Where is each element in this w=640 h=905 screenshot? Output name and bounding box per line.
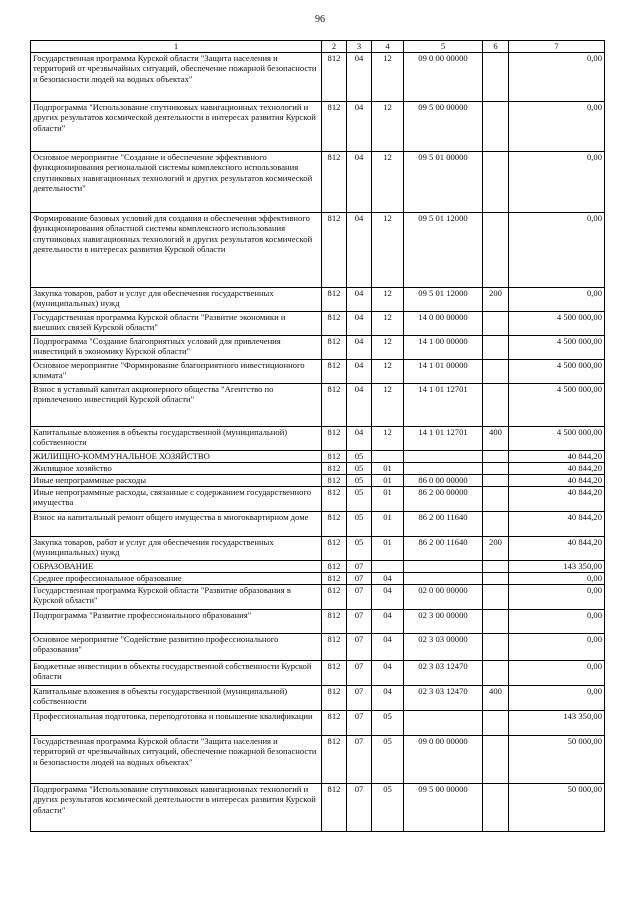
row-expense-type-cell xyxy=(483,585,509,610)
row-section-cell: 04 xyxy=(347,102,372,152)
header-cell: 7 xyxy=(509,41,605,53)
row-name-cell: Подпрограмма "Использование спутниковых навигационных технологий и других результатов космической деятельности в интересах развития Курской области" xyxy=(31,784,322,832)
row-expense-type-cell xyxy=(483,711,509,736)
row-subsection-cell: 12 xyxy=(372,288,404,312)
row-code-cell: 812 xyxy=(322,360,347,384)
row-subsection-cell: 04 xyxy=(372,610,404,634)
row-subsection-cell: 12 xyxy=(372,53,404,102)
row-code-cell: 812 xyxy=(322,573,347,585)
row-amount-cell: 40 844,20 xyxy=(509,512,605,537)
row-amount-cell: 4 500 000,00 xyxy=(509,336,605,360)
row-expense-type-cell xyxy=(483,384,509,427)
row-name-cell: Капитальные вложения в объекты государственной (муниципальной) собственности xyxy=(31,427,322,451)
row-section-cell: 07 xyxy=(347,736,372,784)
row-name-cell: Основное мероприятие "Формирование благоприятного инвестиционного климата" xyxy=(31,360,322,384)
row-amount-cell: 0,00 xyxy=(509,610,605,634)
table-row xyxy=(31,573,605,585)
row-section-cell: 04 xyxy=(347,152,372,213)
row-code-cell: 812 xyxy=(322,661,347,686)
row-code-cell: 812 xyxy=(322,475,347,487)
row-code-cell: 812 xyxy=(322,312,347,336)
row-expense-type-cell xyxy=(483,561,509,573)
row-subsection-cell: 12 xyxy=(372,152,404,213)
row-expense-type-cell: 200 xyxy=(483,537,509,561)
row-subsection-cell: 04 xyxy=(372,661,404,686)
row-section-cell: 04 xyxy=(347,336,372,360)
row-target-article-cell: 09 5 00 00000 xyxy=(404,784,483,832)
table-row xyxy=(31,53,605,102)
row-expense-type-cell: 400 xyxy=(483,427,509,451)
row-expense-type-cell xyxy=(483,475,509,487)
row-target-article-cell: 14 1 01 12701 xyxy=(404,384,483,427)
row-target-article-cell xyxy=(404,561,483,573)
table-row xyxy=(31,561,605,573)
row-code-cell: 812 xyxy=(322,463,347,475)
row-name-cell: Капитальные вложения в объекты государственной (муниципальной) собственности xyxy=(31,686,322,711)
row-target-article-cell: 86 2 00 11640 xyxy=(404,512,483,537)
row-amount-cell: 40 844,20 xyxy=(509,487,605,512)
row-section-cell: 07 xyxy=(347,634,372,661)
row-target-article-cell: 09 5 01 00000 xyxy=(404,152,483,213)
table-row xyxy=(31,784,605,832)
row-expense-type-cell xyxy=(483,784,509,832)
table-row xyxy=(31,384,605,427)
row-name-cell: Государственная программа Курской области "Защита населения и территорий от чрезвычайных ситуаций, обеспечение пожарной безопасности и безопасности людей на водных объектах" xyxy=(31,53,322,102)
row-section-cell: 04 xyxy=(347,312,372,336)
row-amount-cell: 50 000,00 xyxy=(509,736,605,784)
row-section-cell: 04 xyxy=(347,288,372,312)
row-name-cell: Формирование базовых условий для создания и обеспечения эффективного функционирования областной системы комплексного использования спутниковых навигационных технологий и других результатов космической деятельности в интересах развития Курской области xyxy=(31,213,322,288)
row-expense-type-cell xyxy=(483,152,509,213)
row-code-cell: 812 xyxy=(322,784,347,832)
row-code-cell: 812 xyxy=(322,288,347,312)
row-name-cell: Государственная программа Курской области "Защита населения и территорий от чрезвычайных ситуаций, обеспечение пожарной безопасности и безопасности людей на водных объектах" xyxy=(31,736,322,784)
row-name-cell: Закупка товаров, работ и услуг для обеспечения государственных (муниципальных) нужд xyxy=(31,537,322,561)
row-amount-cell: 40 844,20 xyxy=(509,463,605,475)
row-subsection-cell: 01 xyxy=(372,463,404,475)
row-name-cell: Взнос в уставный капитал акционерного общества "Агентство по привлечению инвестиций Курской области" xyxy=(31,384,322,427)
row-amount-cell: 0,00 xyxy=(509,288,605,312)
table-row xyxy=(31,463,605,475)
row-expense-type-cell xyxy=(483,463,509,475)
budget-table xyxy=(30,40,605,832)
row-section-cell: 07 xyxy=(347,585,372,610)
row-expense-type-cell xyxy=(483,512,509,537)
row-amount-cell: 4 500 000,00 xyxy=(509,360,605,384)
table-row xyxy=(31,634,605,661)
row-subsection-cell xyxy=(372,451,404,463)
row-subsection-cell: 12 xyxy=(372,360,404,384)
table-row xyxy=(31,213,605,288)
header-cell: 1 xyxy=(31,41,322,53)
row-amount-cell: 40 844,20 xyxy=(509,537,605,561)
row-name-cell: Подпрограмма "Развитие профессионального образования" xyxy=(31,610,322,634)
page-number: 96 xyxy=(315,14,325,25)
row-section-cell: 05 xyxy=(347,487,372,512)
row-name-cell: Государственная программа Курской области "Развитие образования в Курской области" xyxy=(31,585,322,610)
row-code-cell: 812 xyxy=(322,736,347,784)
row-target-article-cell: 09 0 00 00000 xyxy=(404,53,483,102)
row-subsection-cell: 04 xyxy=(372,585,404,610)
row-target-article-cell: 14 1 01 12701 xyxy=(404,427,483,451)
table-row xyxy=(31,585,605,610)
row-section-cell: 07 xyxy=(347,610,372,634)
row-section-cell: 04 xyxy=(347,53,372,102)
row-amount-cell: 4 500 000,00 xyxy=(509,384,605,427)
row-target-article-cell xyxy=(404,463,483,475)
table-row xyxy=(31,661,605,686)
row-code-cell: 812 xyxy=(322,634,347,661)
table-row xyxy=(31,360,605,384)
table-row xyxy=(31,736,605,784)
row-subsection-cell: 01 xyxy=(372,537,404,561)
row-name-cell: ЖИЛИЩНО-КОММУНАЛЬНОЕ ХОЗЯЙСТВО xyxy=(31,451,322,463)
row-expense-type-cell xyxy=(483,661,509,686)
table-row xyxy=(31,451,605,463)
row-name-cell: Подпрограмма "Создание благоприятных условий для привлечения инвестиций в экономику Курской области" xyxy=(31,336,322,360)
row-subsection-cell: 01 xyxy=(372,487,404,512)
row-name-cell: ОБРАЗОВАНИЕ xyxy=(31,561,322,573)
row-code-cell: 812 xyxy=(322,451,347,463)
row-section-cell: 04 xyxy=(347,427,372,451)
row-amount-cell: 143 350,00 xyxy=(509,561,605,573)
row-code-cell: 812 xyxy=(322,336,347,360)
table-body xyxy=(31,53,605,832)
row-section-cell: 04 xyxy=(347,213,372,288)
table-row xyxy=(31,152,605,213)
row-section-cell: 05 xyxy=(347,512,372,537)
row-section-cell: 07 xyxy=(347,561,372,573)
row-target-article-cell: 86 2 00 11640 xyxy=(404,537,483,561)
row-section-cell: 05 xyxy=(347,475,372,487)
row-target-article-cell: 02 3 03 12470 xyxy=(404,686,483,711)
row-code-cell: 812 xyxy=(322,427,347,451)
row-name-cell: Взнос на капитальный ремонт общего имущества в многоквартирном доме xyxy=(31,512,322,537)
row-section-cell: 04 xyxy=(347,384,372,427)
row-section-cell: 07 xyxy=(347,784,372,832)
row-target-article-cell: 14 0 00 00000 xyxy=(404,312,483,336)
row-name-cell: Среднее профессиональное образование xyxy=(31,573,322,585)
row-name-cell: Закупка товаров, работ и услуг для обеспечения государственных (муниципальных) нужд xyxy=(31,288,322,312)
row-target-article-cell: 02 3 03 00000 xyxy=(404,634,483,661)
row-subsection-cell: 12 xyxy=(372,384,404,427)
row-expense-type-cell xyxy=(483,336,509,360)
header-row xyxy=(31,41,605,53)
table-row xyxy=(31,102,605,152)
row-expense-type-cell xyxy=(483,634,509,661)
row-code-cell: 812 xyxy=(322,102,347,152)
row-name-cell: Бюджетные инвестиции в объекты государственной собственности Курской области xyxy=(31,661,322,686)
row-name-cell: Основное мероприятие "Создание и обеспечение эффективного функционирования региональной системы комплексного использования спутниковых навигационных технологий и других результатов космической деятельности" xyxy=(31,152,322,213)
row-subsection-cell: 12 xyxy=(372,312,404,336)
row-section-cell: 05 xyxy=(347,463,372,475)
row-subsection-cell: 12 xyxy=(372,336,404,360)
row-subsection-cell: 12 xyxy=(372,102,404,152)
row-expense-type-cell xyxy=(483,102,509,152)
row-amount-cell: 4 500 000,00 xyxy=(509,427,605,451)
row-amount-cell: 143 350,00 xyxy=(509,711,605,736)
row-target-article-cell: 14 1 01 00000 xyxy=(404,360,483,384)
row-section-cell: 07 xyxy=(347,711,372,736)
row-code-cell: 812 xyxy=(322,53,347,102)
table-row xyxy=(31,686,605,711)
row-expense-type-cell: 200 xyxy=(483,288,509,312)
row-code-cell: 812 xyxy=(322,610,347,634)
row-subsection-cell: 05 xyxy=(372,711,404,736)
row-code-cell: 812 xyxy=(322,711,347,736)
row-subsection-cell: 04 xyxy=(372,634,404,661)
row-amount-cell: 0,00 xyxy=(509,661,605,686)
row-amount-cell: 0,00 xyxy=(509,102,605,152)
row-expense-type-cell xyxy=(483,360,509,384)
row-name-cell: Государственная программа Курской области "Развитие экономики и внешних связей Курской области" xyxy=(31,312,322,336)
row-subsection-cell xyxy=(372,561,404,573)
header-cell: 4 xyxy=(372,41,404,53)
row-code-cell: 812 xyxy=(322,213,347,288)
row-amount-cell: 0,00 xyxy=(509,686,605,711)
row-amount-cell: 0,00 xyxy=(509,213,605,288)
row-target-article-cell: 09 5 01 12000 xyxy=(404,288,483,312)
table-row xyxy=(31,336,605,360)
row-name-cell: Иные непрограммные расходы xyxy=(31,475,322,487)
table-row xyxy=(31,487,605,512)
row-expense-type-cell xyxy=(483,487,509,512)
table-row xyxy=(31,610,605,634)
row-target-article-cell: 14 1 00 00000 xyxy=(404,336,483,360)
row-subsection-cell: 04 xyxy=(372,686,404,711)
row-amount-cell: 0,00 xyxy=(509,152,605,213)
header-cell: 5 xyxy=(404,41,483,53)
row-target-article-cell: 86 2 00 00000 xyxy=(404,487,483,512)
row-target-article-cell: 02 0 00 00000 xyxy=(404,585,483,610)
table-row xyxy=(31,475,605,487)
row-code-cell: 812 xyxy=(322,537,347,561)
row-name-cell: Основное мероприятие "Содействие развитию профессионального образования" xyxy=(31,634,322,661)
row-expense-type-cell xyxy=(483,312,509,336)
row-subsection-cell: 12 xyxy=(372,427,404,451)
row-amount-cell: 0,00 xyxy=(509,573,605,585)
row-amount-cell: 0,00 xyxy=(509,585,605,610)
header-cell: 3 xyxy=(347,41,372,53)
row-amount-cell: 4 500 000,00 xyxy=(509,312,605,336)
row-name-cell: Жилищное хозяйство xyxy=(31,463,322,475)
row-expense-type-cell: 400 xyxy=(483,686,509,711)
row-code-cell: 812 xyxy=(322,686,347,711)
row-target-article-cell: 09 5 00 00000 xyxy=(404,102,483,152)
row-expense-type-cell xyxy=(483,573,509,585)
row-code-cell: 812 xyxy=(322,487,347,512)
row-target-article-cell xyxy=(404,573,483,585)
table-row xyxy=(31,512,605,537)
header-cell: 2 xyxy=(322,41,347,53)
row-section-cell: 05 xyxy=(347,451,372,463)
row-expense-type-cell xyxy=(483,736,509,784)
row-section-cell: 07 xyxy=(347,661,372,686)
table-row xyxy=(31,711,605,736)
row-name-cell: Профессиональная подготовка, переподготовка и повышение квалификации xyxy=(31,711,322,736)
row-code-cell: 812 xyxy=(322,561,347,573)
table-row xyxy=(31,537,605,561)
row-section-cell: 05 xyxy=(347,537,372,561)
row-target-article-cell: 09 0 00 00000 xyxy=(404,736,483,784)
row-target-article-cell: 02 3 03 12470 xyxy=(404,661,483,686)
row-target-article-cell: 86 0 00 00000 xyxy=(404,475,483,487)
row-target-article-cell xyxy=(404,451,483,463)
row-code-cell: 812 xyxy=(322,585,347,610)
row-section-cell: 07 xyxy=(347,686,372,711)
table-row xyxy=(31,312,605,336)
row-name-cell: Подпрограмма "Использование спутниковых навигационных технологий и других результатов космической деятельности в интересах развития Курской области" xyxy=(31,102,322,152)
row-section-cell: 04 xyxy=(347,360,372,384)
row-subsection-cell: 04 xyxy=(372,573,404,585)
row-section-cell: 07 xyxy=(347,573,372,585)
row-subsection-cell: 05 xyxy=(372,784,404,832)
row-amount-cell: 40 844,20 xyxy=(509,475,605,487)
row-code-cell: 812 xyxy=(322,152,347,213)
row-expense-type-cell xyxy=(483,53,509,102)
row-name-cell: Иные непрограммные расходы, связанные с содержанием государственного имущества xyxy=(31,487,322,512)
row-subsection-cell: 01 xyxy=(372,512,404,537)
row-code-cell: 812 xyxy=(322,384,347,427)
row-amount-cell: 0,00 xyxy=(509,634,605,661)
row-expense-type-cell xyxy=(483,213,509,288)
row-target-article-cell xyxy=(404,711,483,736)
row-amount-cell: 50 000,00 xyxy=(509,784,605,832)
row-expense-type-cell xyxy=(483,610,509,634)
row-target-article-cell: 09 5 01 12000 xyxy=(404,213,483,288)
row-amount-cell: 40 844,20 xyxy=(509,451,605,463)
row-expense-type-cell xyxy=(483,451,509,463)
row-subsection-cell: 12 xyxy=(372,213,404,288)
row-code-cell: 812 xyxy=(322,512,347,537)
row-subsection-cell: 05 xyxy=(372,736,404,784)
row-subsection-cell: 01 xyxy=(372,475,404,487)
header-cell: 6 xyxy=(483,41,509,53)
row-amount-cell: 0,00 xyxy=(509,53,605,102)
table-row xyxy=(31,427,605,451)
table-row xyxy=(31,288,605,312)
row-target-article-cell: 02 3 00 00000 xyxy=(404,610,483,634)
